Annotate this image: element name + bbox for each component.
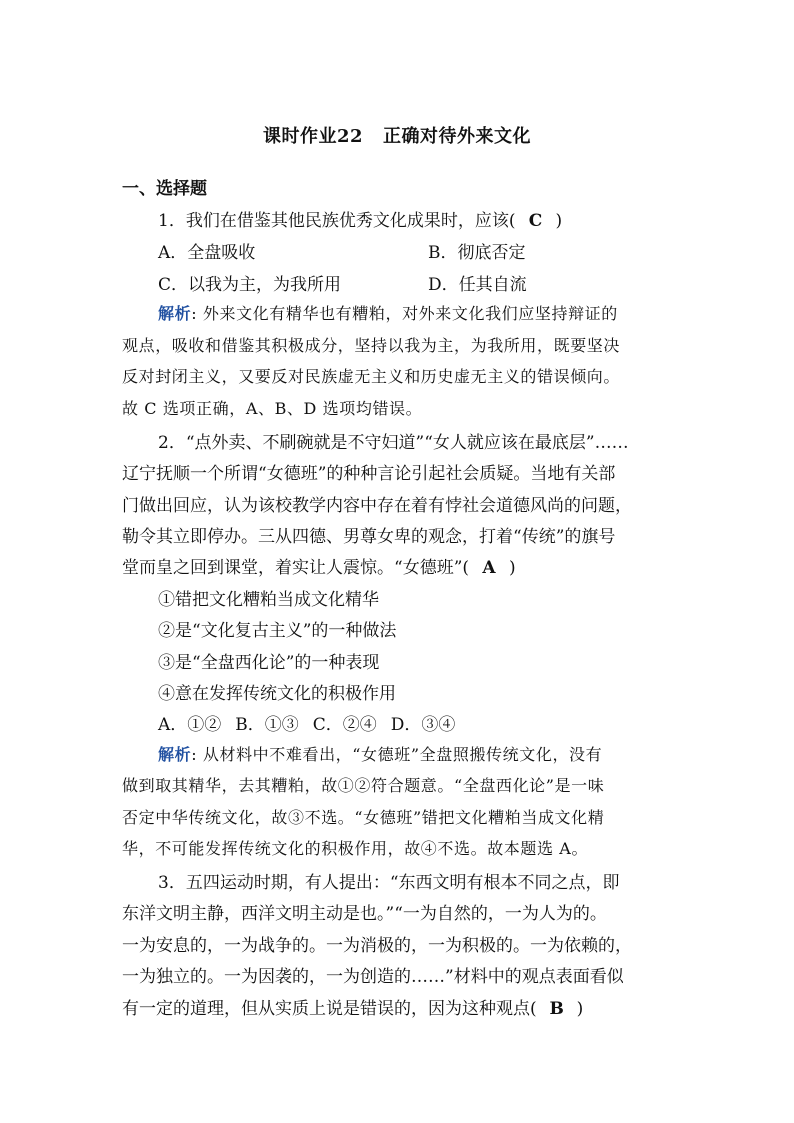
q2-item: ①错把文化糟粕当成文化精华 [158, 590, 379, 610]
q3-stem-line: 一为安息的，一为战争的。一为消极的，一为积极的。一为依赖的， [122, 936, 632, 956]
q1-option-a: A．全盘吸收 [158, 243, 256, 263]
q2-stem-line: 辽宁抚顺一个所谓“女德班”的种种言论引起社会质疑。当地有关部 [122, 464, 616, 484]
q1-option-b: B．彻底否定 [428, 243, 526, 263]
q2-stem-line: 勒令其立即停办。三从四德、男尊女卑的观念，打着“传统”的旗号 [122, 527, 616, 547]
q2-stem-line: 门做出回应，认为该校教学内容中存在着有悖社会道德风尚的问题， [122, 496, 632, 516]
q1-option-c: C．以我为主，为我所用 [158, 275, 342, 295]
q3-answer: B [549, 999, 564, 1019]
q3-stem-line: 3．五四运动时期，有人提出：“东西文明有根本不同之点，即 [158, 873, 620, 893]
q2-options [158, 710, 678, 735]
q2-item: ②是“文化复古主义”的一种做法 [158, 621, 397, 641]
q2-option-b: B．①③ [235, 715, 299, 735]
q3-stem-line: 有一定的道理，但从实质上说是错误的，因为这种观点( B ) [122, 999, 584, 1019]
q1-analysis-label: 解析 [158, 304, 192, 323]
q1-stem-text: 1．我们在借鉴其他民族优秀文化成果时，应该( [158, 211, 516, 231]
q2-option-d: D．③④ [390, 715, 456, 735]
q2-analysis-label: 解析 [158, 745, 192, 764]
q2-answer: A [482, 558, 496, 578]
q2-item: ④意在发挥传统文化的积极作用 [158, 684, 396, 704]
q2-option-c: C．②④ [312, 715, 377, 735]
q1-answer: C [528, 211, 543, 231]
q1-analysis-line: 解析: 外来文化有精华也有糟粕，对外来文化我们应坚持辩证的 [158, 304, 618, 323]
q2-item: ③是“全盘西化论”的一种表现 [158, 653, 380, 673]
q2-analysis-line: 做到取其精华，去其糟粕，故①②符合题意。“全盘西化论”是一味 [122, 776, 605, 795]
q1-analysis-line: 反对封闭主义，又要反对民族虚无主义和历史虚无主义的错误倾向。 [122, 367, 621, 386]
q1-option-d: D．任其自流 [428, 275, 527, 295]
q3-stem-line: 一为独立的。一为因袭的，一为创造的……”材料中的观点表面看似 [122, 967, 624, 987]
q1-close: ) [555, 211, 563, 231]
title-right: 正确对待外来文化 [383, 126, 532, 147]
page-title [0, 122, 794, 148]
q2-analysis-line: 否定中华传统文化，故③不选。“女德班”错把文化糟粕当成文化精 [122, 808, 605, 827]
q1-analysis-line: 故 C 选项正确，A、B、D 选项均错误。 [122, 399, 423, 418]
q2-stem-line: 2．“点外卖、不刷碗就是不守妇道”“女人就应该在最底层”…… [158, 433, 629, 453]
q2-stem-line: 堂而皇之回到课堂，着实让人震惊。“女德班”( A ) [122, 558, 516, 578]
q1-stem [158, 206, 678, 231]
q2-analysis-line: 华，不可能发挥传统文化的积极作用，故④不选。故本题选 A。 [122, 839, 589, 858]
q1-analysis-line: 观点，吸收和借鉴其积极成分，坚持以我为主，为我所用，既要坚决 [122, 336, 621, 355]
q2-option-a: A．①② [158, 715, 222, 735]
section-heading: 一、选择题 [122, 179, 207, 199]
q2-analysis-line: 解析: 从材料中不难看出，“女德班”全盘照搬传统文化，没有 [158, 745, 603, 764]
q3-stem-line: 东洋文明主静，西洋文明主动是也。”“一为自然的，一为人为的。 [122, 904, 607, 924]
title-left: 课时作业22 [262, 126, 364, 147]
